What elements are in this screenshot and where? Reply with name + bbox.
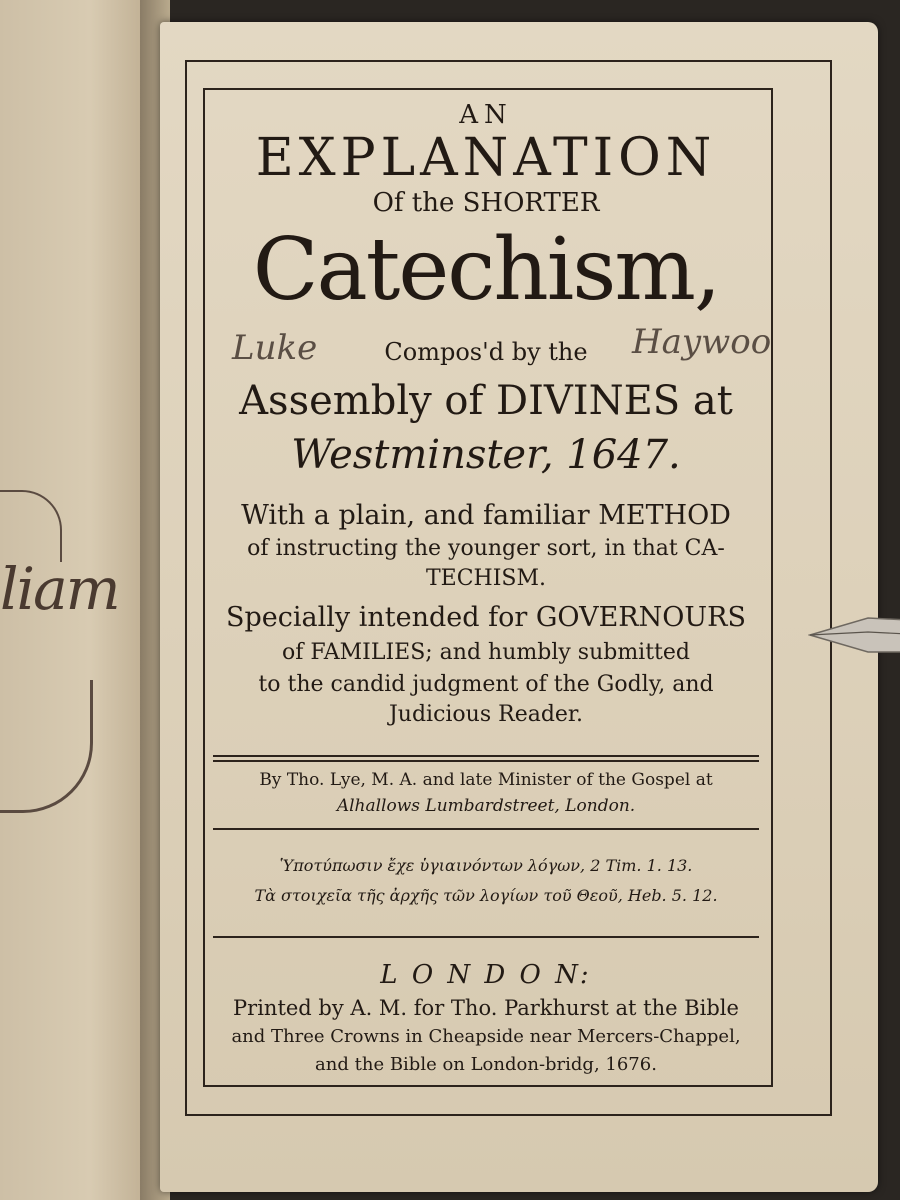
intent-line-3: to the candid judgment of the Godly, and [258,672,714,697]
imprint-line-3: and the Bible on London-bridg, 1676. [315,1054,657,1075]
intent-line-2: of FAMILIES; and humbly submitted [282,640,690,665]
left-facing-page [0,0,150,1200]
title-an: AN [459,100,513,130]
imprint-line-2: and Three Crowns in Cheapside near Mercers-Chappel, [231,1026,741,1047]
author-line-2: Alhallows Lumbardstreet, London. [336,796,636,816]
signature-surname: Haywoo [632,322,772,362]
intent-line-1: Specially intended for GOVERNOURS [226,602,746,633]
signature-first-name: Luke [232,328,318,368]
imprint-line-1: Printed by A. M. for Tho. Parkhurst at the Bible [233,996,739,1020]
method-line-3: TECHISM. [425,566,547,591]
greek-quote-2: Τὰ στοιχεῖα τῆς ἀρχῆς τῶν λογίων τοῦ Θεοῦ, Heb. 5. 12. [254,886,718,905]
greek-quote-1: Ὑποτύπωσιν ἔχε ὑγιαινόντων λόγων, 2 Tim. 1. 13. [279,856,693,875]
ink-flourish [0,490,62,562]
pen-nib-icon [808,610,900,660]
method-line-2: of instructing the younger sort, in that CA- [247,536,725,561]
intent-line-4: Judicious Reader. [388,702,584,727]
title-explanation: EXPLANATION [255,128,717,188]
rule [213,755,759,757]
left-margin-handwriting: liam [0,555,119,623]
method-line-1: With a plain, and familiar METHOD [241,500,731,531]
composed-by-line: Compos'd by the [384,338,588,366]
rule [213,760,759,762]
rule [213,936,759,938]
imprint-city: L O N D O N: [380,960,592,990]
assembly-line: Assembly of DIVINES at [239,378,733,424]
rule [213,828,759,830]
westminster-line: Westminster, 1647. [291,432,681,478]
title-catechism: Catechism, [252,220,720,320]
title-of-the-shorter: Of the SHORTER [372,188,600,218]
author-line-1: By Tho. Lye, M. A. and late Minister of the Gospel at [259,770,713,790]
ink-flourish [0,680,93,813]
